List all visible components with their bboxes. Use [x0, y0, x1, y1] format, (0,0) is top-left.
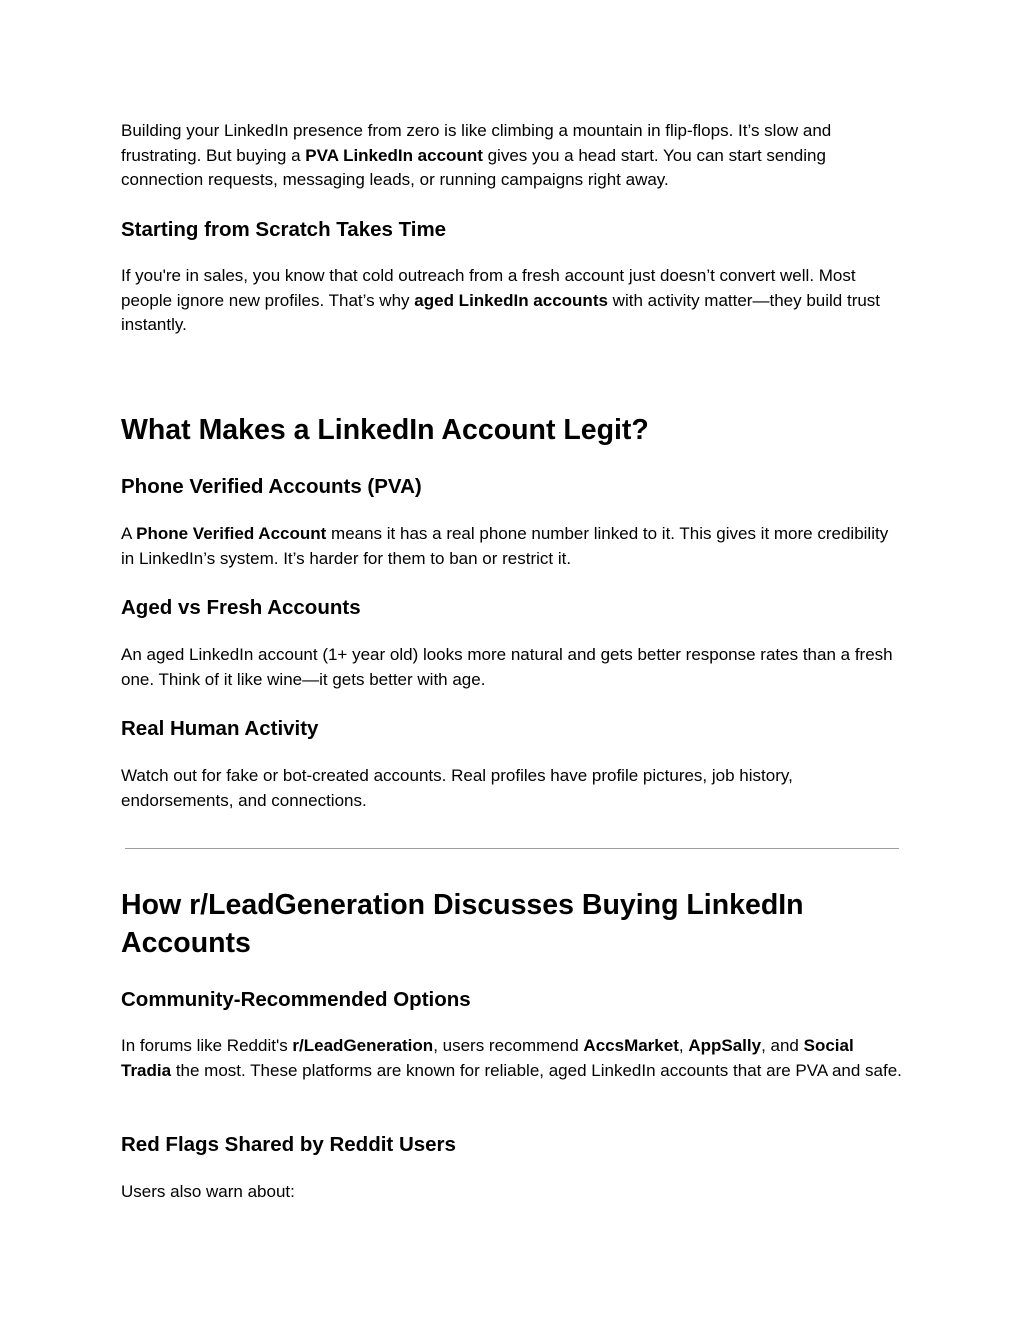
aged-paragraph: An aged LinkedIn account (1+ year old) looks more natural and gets better response rates than a fresh one. Think of it like wine—it gets better with age. — [121, 645, 893, 689]
scratch-bold: aged LinkedIn accounts — [414, 290, 608, 310]
heading-reddit-discussion: How r/LeadGeneration Discusses Buying LinkedIn Accounts — [121, 889, 804, 959]
intro-text-1: Building your LinkedIn presence from zero is like climbing a mountain in flip-flops. It’s slow and frustrating. But buying a — [121, 121, 832, 165]
scratch-text-1: If you're in sales, you know that cold outreach from a fresh account just doesn’t convert well. Most people ignore new profiles. That’s why — [121, 266, 856, 310]
community-text-2: , users recommend — [433, 1036, 584, 1055]
heading-what-makes-legit: What Makes a LinkedIn Account Legit? — [121, 414, 649, 446]
vendor-social-tradia: Social Tradia — [121, 1036, 854, 1080]
pva-text-1: A — [121, 524, 137, 543]
vendor-appsally: AppSally — [688, 1036, 762, 1055]
heading-starting-from-scratch: Starting from Scratch Takes Time — [121, 218, 447, 241]
heading-community-recommended: Community-Recommended Options — [121, 988, 471, 1011]
community-text-5: the most. These platforms are known for reliable, aged LinkedIn accounts that are PVA and safe. — [171, 1060, 902, 1080]
pva-bold: Phone Verified Account — [136, 524, 327, 543]
heading-real-human-activity: Real Human Activity — [121, 717, 319, 740]
pva-text-2: means it has a real phone number linked to it. This gives it more credibility in LinkedIn’s system. It’s harder for them to ban or restrict it. — [121, 524, 889, 568]
heading-red-flags: Red Flags Shared by Reddit Users — [121, 1133, 456, 1156]
vendor-accsmarket: AccsMarket — [583, 1036, 679, 1055]
intro-text-2: gives you a head start. You can start sending connection requests, messaging leads, or running campaigns right away. — [121, 145, 826, 189]
scratch-text-2: with activity matter—they build trust instantly. — [121, 290, 881, 334]
community-text-1: In forums like Reddit's — [121, 1036, 293, 1055]
redflags-paragraph: Users also warn about: — [121, 1182, 295, 1201]
pva-paragraph — [121, 522, 906, 571]
heading-aged-vs-fresh: Aged vs Fresh Accounts — [121, 596, 361, 619]
community-text-4: , and — [761, 1036, 804, 1055]
human-paragraph: Watch out for fake or bot-created accounts. Real profiles have profile pictures, job history, endorsements, and connections. — [121, 766, 793, 810]
intro-bold: PVA LinkedIn account — [305, 145, 483, 165]
subreddit-name: r/LeadGeneration — [292, 1036, 434, 1055]
heading-pva: Phone Verified Accounts (PVA) — [121, 475, 422, 498]
community-text-3: , — [678, 1036, 689, 1055]
community-paragraph — [121, 1034, 906, 1083]
horizontal-divider — [125, 848, 899, 849]
intro-paragraph — [121, 119, 906, 193]
scratch-paragraph — [121, 264, 906, 338]
